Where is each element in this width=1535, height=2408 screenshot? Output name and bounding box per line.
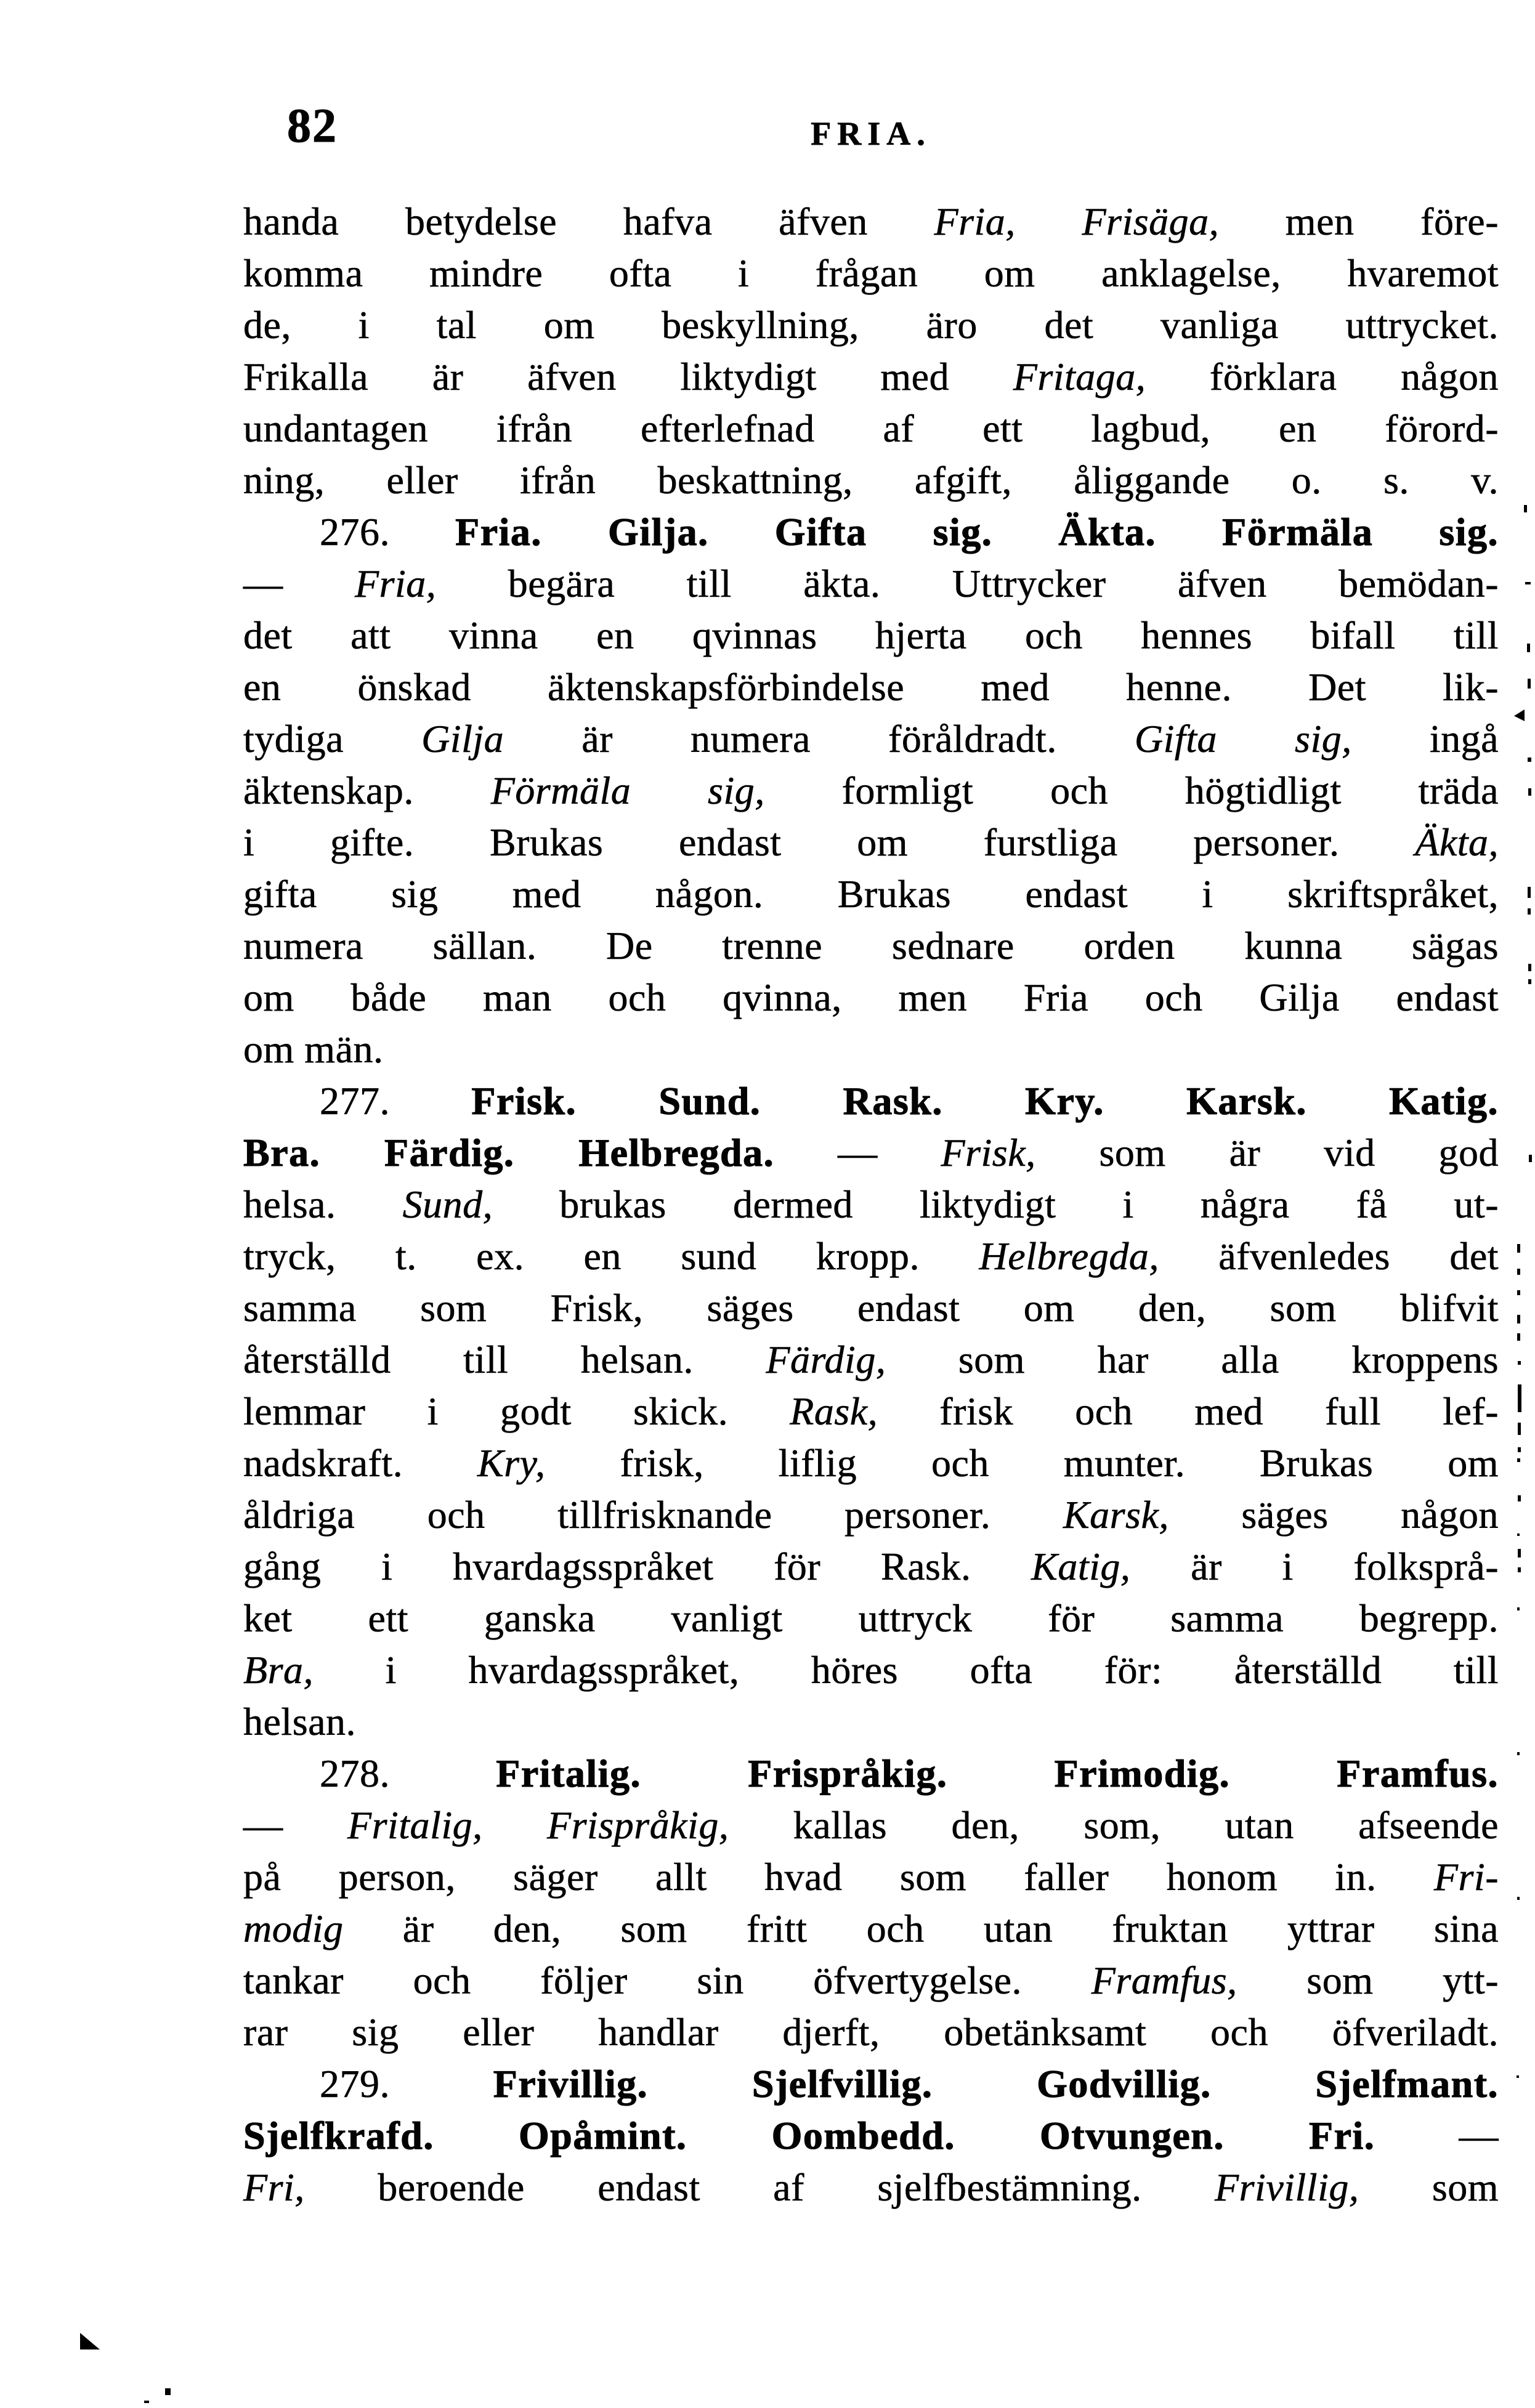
text-segment: Sjelfkrafd. Opåmint. Oombedd. Otvungen. Fri. (243, 2114, 1375, 2157)
text-line (243, 248, 1499, 299)
text-line (243, 1127, 1499, 1179)
text-line (243, 1437, 1499, 1489)
scan-artifact-dot (1529, 1155, 1532, 1162)
text-segment: förklara någon (1146, 355, 1499, 398)
text-segment: ingå (1351, 717, 1499, 761)
text-segment: Frisk. Sund. Rask. Kry. Karsk. Katig. (471, 1079, 1499, 1123)
text-line (243, 455, 1499, 506)
text-segment: Äkta, (1415, 820, 1499, 864)
text-line (243, 1903, 1499, 1955)
text-line (243, 2006, 1499, 2058)
text-line (243, 1800, 1499, 1851)
text-segment: — (243, 562, 355, 605)
text-line (243, 299, 1499, 351)
scan-artifact-dot (1518, 1567, 1521, 1572)
scan-artifact-dot (144, 2401, 149, 2403)
text-segment: återställd till helsan. (243, 1338, 766, 1381)
text-line (243, 1696, 1499, 1748)
text-segment: åldriga och tillfrisknande personer. (243, 1493, 1063, 1537)
scan-artifact-dot (1518, 1361, 1521, 1365)
text-segment: modig (243, 1907, 344, 1950)
text-segment: 279. (320, 2062, 493, 2106)
text-segment: som har alla kroppens (886, 1338, 1499, 1381)
text-line (243, 1075, 1499, 1127)
text-segment: rar sig eller handlar djerft, obetänksamt och öfveriladt. (243, 2010, 1499, 2054)
text-segment: Fria. Gilja. Gifta sig. Äkta. Förmäla sig. (455, 510, 1499, 554)
text-segment: nadskraft. (243, 1441, 478, 1485)
text-segment: i gifte. Brukas endast om furstliga personer. (243, 820, 1416, 864)
text-segment: Helbregda, (979, 1234, 1159, 1278)
text-line (243, 1179, 1499, 1230)
text-segment (1016, 200, 1082, 243)
text-segment: är i folksprå- (1130, 1545, 1499, 1588)
text-segment: Fritalig, Frispråkig, (347, 1803, 729, 1847)
text-segment: tankar och följer sin öfvertygelse. (243, 1958, 1092, 2002)
text-segment: helsan. (243, 1700, 356, 1743)
text-line (243, 1230, 1499, 1282)
text-line (243, 1334, 1499, 1386)
text-line (243, 506, 1499, 558)
text-segment: beroende endast af sjelfbestämning. (304, 2165, 1215, 2209)
text-segment: Frivillig. Sjelfvillig. Godvillig. Sjelfmant. (493, 2062, 1499, 2106)
text-segment: som (1359, 2165, 1499, 2209)
text-segment: begära till äkta. Uttrycker äfven bemödan- (436, 562, 1499, 605)
text-segment: Karsk, (1063, 1493, 1169, 1537)
scan-artifact-dot (1528, 964, 1531, 971)
scan-artifact-dot (1528, 758, 1531, 762)
text-line (243, 1282, 1499, 1334)
scan-artifact-dot (1525, 582, 1531, 584)
text-line (243, 403, 1499, 455)
text-line (243, 2162, 1499, 2213)
scan-artifact-dot (1528, 979, 1531, 984)
text-segment: Fritalig. Frispråkig. Frimodig. Framfus. (496, 1751, 1499, 1795)
text-line (243, 920, 1499, 972)
scan-artifact-dot (1517, 1333, 1520, 1341)
scan-artifact-dot (1517, 1752, 1520, 1755)
text-line (243, 1955, 1499, 2006)
text-segment: 276. (320, 510, 456, 554)
text-line (243, 972, 1499, 1024)
scan-artifact-dot (1518, 1423, 1521, 1435)
text-segment: Gifta sig, (1134, 717, 1352, 761)
text-segment: Gilja (421, 717, 504, 761)
scan-artifact-dot (1528, 887, 1531, 898)
text-segment: Sund, (402, 1182, 493, 1226)
text-segment: samma som Frisk, säges endast om den, som blifvit (243, 1286, 1499, 1330)
text-line (243, 661, 1499, 713)
text-segment: i hvardagsspråket, höres ofta för: återställd till (314, 1648, 1499, 1692)
text-line (243, 1489, 1499, 1541)
text-segment: Katig, (1031, 1545, 1131, 1588)
text-segment: brukas dermed liktydigt i några få ut- (493, 1182, 1499, 1226)
scan-artifact-dot (1528, 788, 1531, 796)
page-number: 82 (287, 99, 338, 152)
text-segment: är numera föråldradt. (504, 717, 1135, 761)
text-line (243, 558, 1499, 610)
text-line (243, 2058, 1499, 2110)
scan-artifact-dot (1518, 1447, 1521, 1452)
text-segment: — (243, 1803, 347, 1847)
scan-artifact-dot (1517, 1315, 1520, 1323)
text-segment: ket ett ganska vanligt uttryck för samma begrepp. (243, 1596, 1499, 1640)
text-segment: kallas den, som, utan afseende (729, 1803, 1499, 1847)
text-line (243, 1541, 1499, 1593)
text-segment: Fria, (934, 200, 1016, 243)
text-segment: Förmäla sig, (490, 769, 765, 812)
text-segment: som är vid god (1035, 1131, 1499, 1174)
text-line (243, 868, 1499, 920)
text-segment: om män. (243, 1027, 384, 1071)
text-segment: komma mindre ofta i frågan om anklagelse, hvaremot (243, 251, 1499, 295)
text-segment: på person, säger allt hvad som faller honom in. (243, 1855, 1434, 1899)
text-segment: en önskad äktenskapsförbindelse med henne. Det lik- (243, 665, 1499, 709)
text-segment: formligt och högtidligt träda (764, 769, 1499, 812)
text-segment: numera sällan. De trenne sednare orden kunna sägas (243, 924, 1499, 968)
scan-artifact-dot (165, 2388, 171, 2395)
text-segment: de, i tal om beskyllning, äro det vanliga uttrycket. (243, 303, 1499, 347)
text-segment: gång i hvardagsspråket för Rask. (243, 1545, 1032, 1588)
text-segment: Kry, (477, 1441, 546, 1485)
text-line (243, 713, 1499, 765)
text-segment: Färdig, (766, 1338, 886, 1381)
text-segment: handa betydelse hafva äfven (243, 200, 934, 243)
text-line (243, 1386, 1499, 1437)
text-segment: som ytt- (1237, 1958, 1499, 2002)
text-segment: Framfus, (1091, 1958, 1237, 2002)
text-segment: är den, som fritt och utan fruktan yttrar sina (343, 1907, 1499, 1950)
text-segment: Bra. Färdig. Helbregda. (243, 1131, 775, 1174)
scan-artifact-wedge (80, 2333, 100, 2349)
scan-artifact-dot (1517, 2075, 1519, 2078)
text-segment: 277. (320, 1079, 472, 1123)
text-line (243, 1851, 1499, 1903)
text-segment: Fri, (243, 2165, 305, 2209)
text-segment: men före- (1219, 200, 1499, 243)
text-segment: Fritaga, (1013, 355, 1146, 398)
scan-artifact-dot (1518, 1495, 1521, 1501)
text-segment: Frisäga, (1082, 200, 1220, 243)
text-segment: Frisk, (941, 1131, 1036, 1174)
text-segment: 278. (320, 1751, 496, 1795)
scan-artifact-dot (1527, 644, 1530, 652)
scan-artifact-dot (1517, 1607, 1520, 1610)
text-segment: frisk och med full lef- (878, 1389, 1499, 1433)
text-line (243, 817, 1499, 868)
text-segment: Frikalla är äfven liktydigt med (243, 355, 1013, 398)
text-segment: — (1375, 2114, 1499, 2157)
text-block (243, 196, 1499, 2213)
text-segment: ning, eller ifrån beskattning, afgift, åliggande o. s. v. (243, 458, 1499, 502)
text-line (243, 1024, 1499, 1075)
text-segment: tryck, t. ex. en sund kropp. (243, 1234, 979, 1278)
text-segment: lemmar i godt skick. (243, 1389, 790, 1433)
text-segment: Fria, (354, 562, 437, 605)
text-segment: om både man och qvinna, men Fria och Gilja endast (243, 976, 1499, 1019)
scan-artifact-dot (1517, 1533, 1520, 1536)
scan-artifact-dot (1528, 908, 1531, 915)
text-segment: Fri- (1433, 1855, 1499, 1899)
text-segment: säges någon (1168, 1493, 1499, 1537)
text-segment: Rask, (790, 1389, 878, 1433)
text-segment: äfvenledes det (1159, 1234, 1499, 1278)
scan-artifact-dot (1518, 1549, 1521, 1558)
running-title: FRIA. (811, 115, 931, 152)
text-line (243, 351, 1499, 403)
text-segment: frisk, liflig och munter. Brukas om (545, 1441, 1499, 1485)
text-segment: äktenskap. (243, 769, 491, 812)
scan-artifact-dot (1518, 1384, 1521, 1412)
text-segment: det att vinna en qvinnas hjerta och hennes bifall till (243, 613, 1499, 657)
scan-artifact-dot (1524, 505, 1527, 512)
text-segment: — (774, 1131, 941, 1174)
scan-artifact-dot (1517, 1244, 1520, 1253)
text-line (243, 1748, 1499, 1800)
text-line (243, 765, 1499, 817)
scan-artifact-dot (1517, 1458, 1520, 1462)
scan-artifact-dot (1517, 1290, 1520, 1295)
text-line (243, 610, 1499, 661)
scan-artifact-arrow-left (1514, 709, 1525, 721)
text-line (243, 1644, 1499, 1696)
text-segment: Frivillig, (1215, 2165, 1359, 2209)
scan-artifact-dot (1528, 679, 1531, 689)
text-segment: undantagen ifrån efterlefnad af ett lagbud, en förord- (243, 406, 1499, 450)
text-line (243, 2110, 1499, 2162)
text-line (243, 196, 1499, 248)
scan-artifact-dot (1517, 1897, 1520, 1900)
text-segment: helsa. (243, 1182, 403, 1226)
text-segment: Bra, (243, 1648, 314, 1692)
text-line (243, 1593, 1499, 1644)
text-segment: gifta sig med någon. Brukas endast i skriftspråket, (243, 872, 1499, 916)
scan-artifact-dot (1517, 1269, 1520, 1275)
text-segment: tydiga (243, 717, 422, 761)
